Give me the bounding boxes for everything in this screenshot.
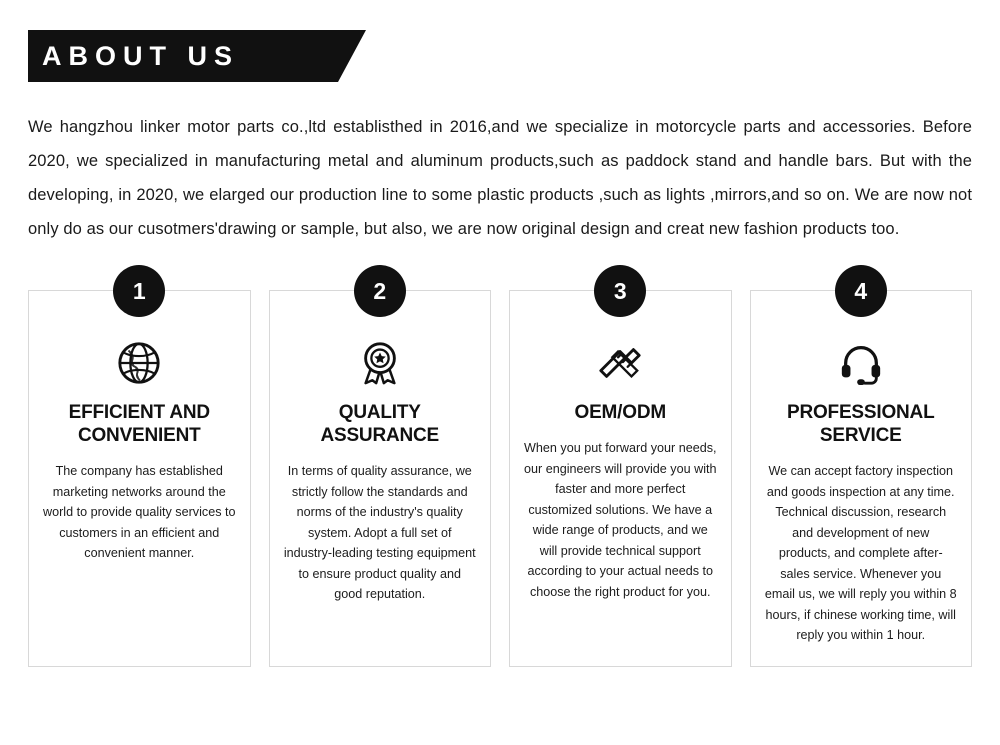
intro-paragraph: We hangzhou linker motor parts co.,ltd establisthed in 2016,and we specialize in motorcycle parts and accessories. Before 2020, we specialized in manufacturing metal and aluminum products,such as paddock stand and handle bars. But with the developing, in 2020, we elarged our production line to some plastic products ,such as lights ,mirrors,and so on. We are now not only do as our cusotmers'drawing or sample, but also, we are now original design and creat new fashion products too. [28,118,972,238]
card-text: When you put forward your needs, our engineers will provide you with faster and more perfect customized solutions. We have a wide range of products, and we will provide technical support according to your actual needs to choose the right product for you. [524,441,717,599]
globe-icon [43,337,236,389]
feature-card [28,277,251,667]
card-number-badge: 1 [113,265,165,317]
feature-card-list [28,277,972,667]
card-title: QUALITY ASSURANCE [320,402,440,446]
about-us-page [0,30,1000,745]
card-number-badge: 3 [594,265,646,317]
banner-arrow-shape [338,30,366,82]
card-text: We can accept factory inspection and goods inspection at any time. Technical discussion, research and development of new products, and complete after-sales service. Whenever you email us, we will reply you within 8 hours, if chinese working time, will reply you within 1 hour. [764,464,957,642]
award-ribbon-icon [284,337,477,389]
page-title: ABOUT US [42,41,239,71]
card-number-badge: 4 [835,265,887,317]
feature-card [750,277,973,667]
pencil-ruler-icon [524,337,717,389]
feature-card [509,277,732,667]
card-title: OEM/ODM [574,402,666,423]
card-title: PROFESSIONAL SERVICE [786,402,935,446]
card-number-badge: 2 [354,265,406,317]
card-text: The company has established marketing networks around the world to provide quality services to customers in an efficient and convenient manner. [43,464,236,560]
card-text: In terms of quality assurance, we strictly follow the standards and norms of the industry's quality system. Adopt a full set of industry-leading testing equipment to ensure product quality and good reputation. [283,464,476,601]
card-title: EFFICIENT AND CONVENIENT [68,402,210,446]
section-header [28,30,972,82]
about-us-banner [28,30,324,82]
feature-card [269,277,492,667]
headset-icon [765,337,958,389]
